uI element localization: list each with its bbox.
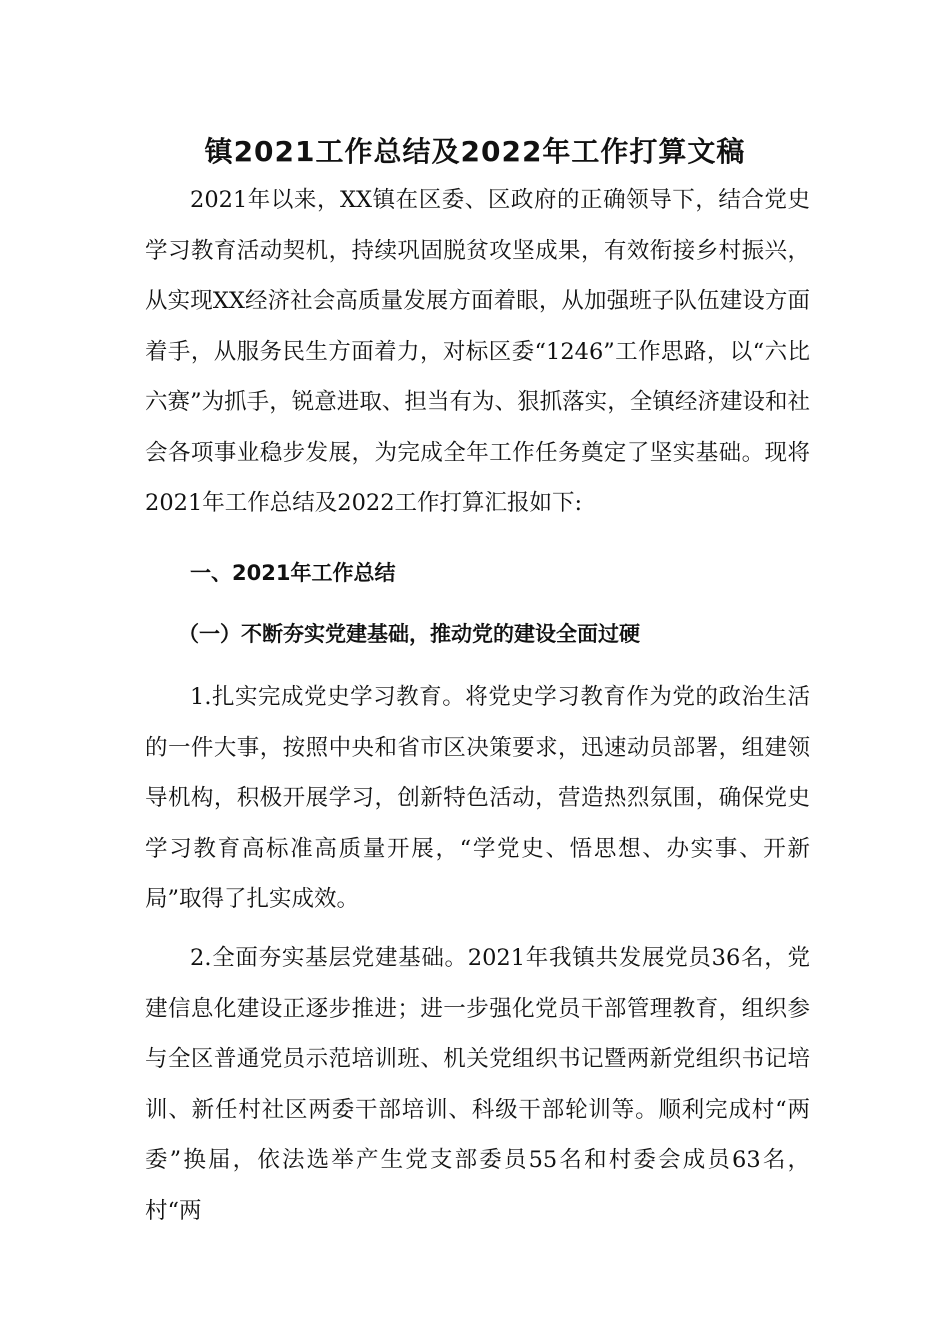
item-paragraph-1: 1.扎实完成党史学习教育。将党史学习教育作为党的政治生活的一件大事，按照中央和省市区决策要求，迅速动员部署，组建领导机构，积极开展学习，创新特色活动，营造热烈氛围，确保党史学习教育高标准高质量开展，“学党史、悟思想、办实事、开新局”取得了扎实成效。 xyxy=(145,684,810,912)
item-paragraph-2: 2.全面夯实基层党建基础。2021年我镇共发展党员36名，党建信息化建设正逐步推进；进一步强化党员干部管理教育，组织参与全区普通党员示范培训班、机关党组织书记暨两新党组织书记培训、新任村社区两委干部培训、科级干部轮训等。顺利完成村“两委”换届，依法选举产生党支部委员55名和村委会成员63名，村“两 xyxy=(145,945,810,1224)
document-title: 镇2021工作总结及2022年工作打算文稿 xyxy=(204,135,746,168)
intro-paragraph: 2021年以来，XX镇在区委、区政府的正确领导下，结合党史学习教育活动契机，持续巩固脱贫攻坚成果，有效衔接乡村振兴，从实现XX经济社会高质量发展方面着眼，从加强班子队伍建设方面着手，从服务民生方面着力，对标区委“1246”工作思路，以“六比六赛”为抓手，锐意进取、担当有为、狠抓落实，全镇经济建设和社会各项事业稳步发展，为完成全年工作任务奠定了坚实基础。现将2021年工作总结及2022工作打算汇报如下: xyxy=(145,187,810,516)
section-heading: 一、2021年工作总结 xyxy=(190,561,396,585)
subsection-heading: （一）不断夯实党建基础，推动党的建设全面过硬 xyxy=(178,622,640,646)
